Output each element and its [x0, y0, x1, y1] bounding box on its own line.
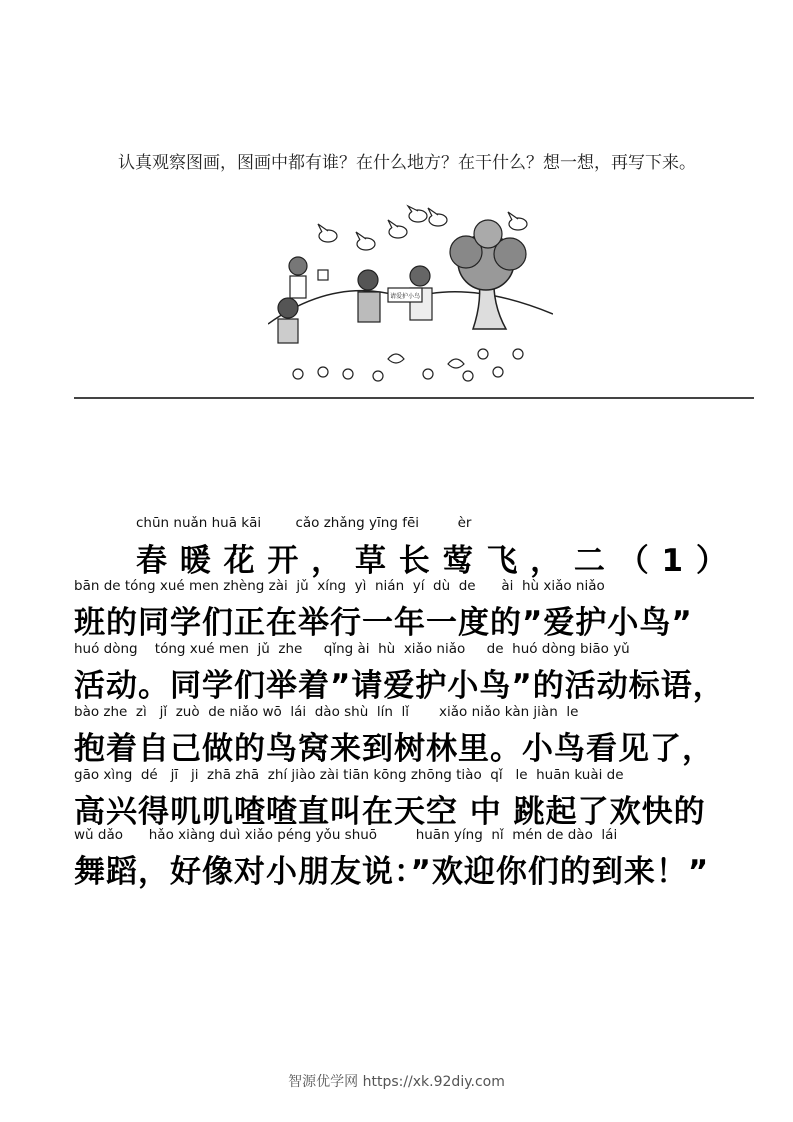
passage: [74, 515, 764, 895]
pinyin-line-4: bào zhe zì jǐ zuò de niǎo wō lái dào shù lín lǐ xiǎo niǎo kàn jiàn le: [74, 704, 579, 720]
flowers: [293, 349, 523, 381]
exercise-prompt: 认真观察图画，图画中都有谁？在什么地方？在干什么？想一想，再写下来。: [118, 153, 696, 173]
hanzi-line-6: 舞蹈，好像对小朋友说：”欢迎你们的到来！”: [74, 854, 710, 890]
pinyin-line-5: gāo xìng dé jī ji zhā zhā zhí jiào zài tiān kōng zhōng tiào qǐ le huān kuài de: [74, 767, 624, 783]
sign-text: 请爱护小鸟: [389, 293, 421, 300]
tree: [450, 220, 526, 329]
pinyin-line-6: wǔ dǎo hǎo xiàng duì xiǎo péng yǒu shuō huān yíng nǐ mén de dào lái: [74, 827, 618, 843]
children: [278, 257, 432, 343]
pinyin-line-2: bān de tóng xué men zhèng zài jǔ xíng yì nián yí dù de ài hù xiǎo niǎo: [74, 578, 605, 594]
pinyin-line-3: huó dòng tóng xué men jǔ zhe qǐng ài hù xiǎo niǎo de huó dòng biāo yǔ: [74, 641, 630, 657]
pinyin-line-1: chūn nuǎn huā kāi cǎo zhǎng yīng fēi èr: [136, 515, 472, 531]
hanzi-line-3: 活动。同学们举着”请爱护小鸟”的活动标语，: [74, 668, 725, 704]
hanzi-line-1: 春 暖 花 开 ， 草 长 莺 飞 ， 二 （ 1 ）: [136, 543, 728, 579]
footer-watermark: 智源优学网 https://xk.92diy.com: [288, 1074, 505, 1090]
hanzi-line-5: 高兴得叽叽喳喳直叫在天空 中 跳起了欢快的: [74, 794, 706, 830]
illustration: [268, 204, 553, 394]
divider-line: [74, 397, 754, 399]
hanzi-line-2: 班的同学们正在举行一年一度的”爱护小鸟”: [74, 605, 693, 641]
hanzi-line-4: 抱着自己做的鸟窝来到树林里。小鸟看见了，: [74, 731, 714, 767]
